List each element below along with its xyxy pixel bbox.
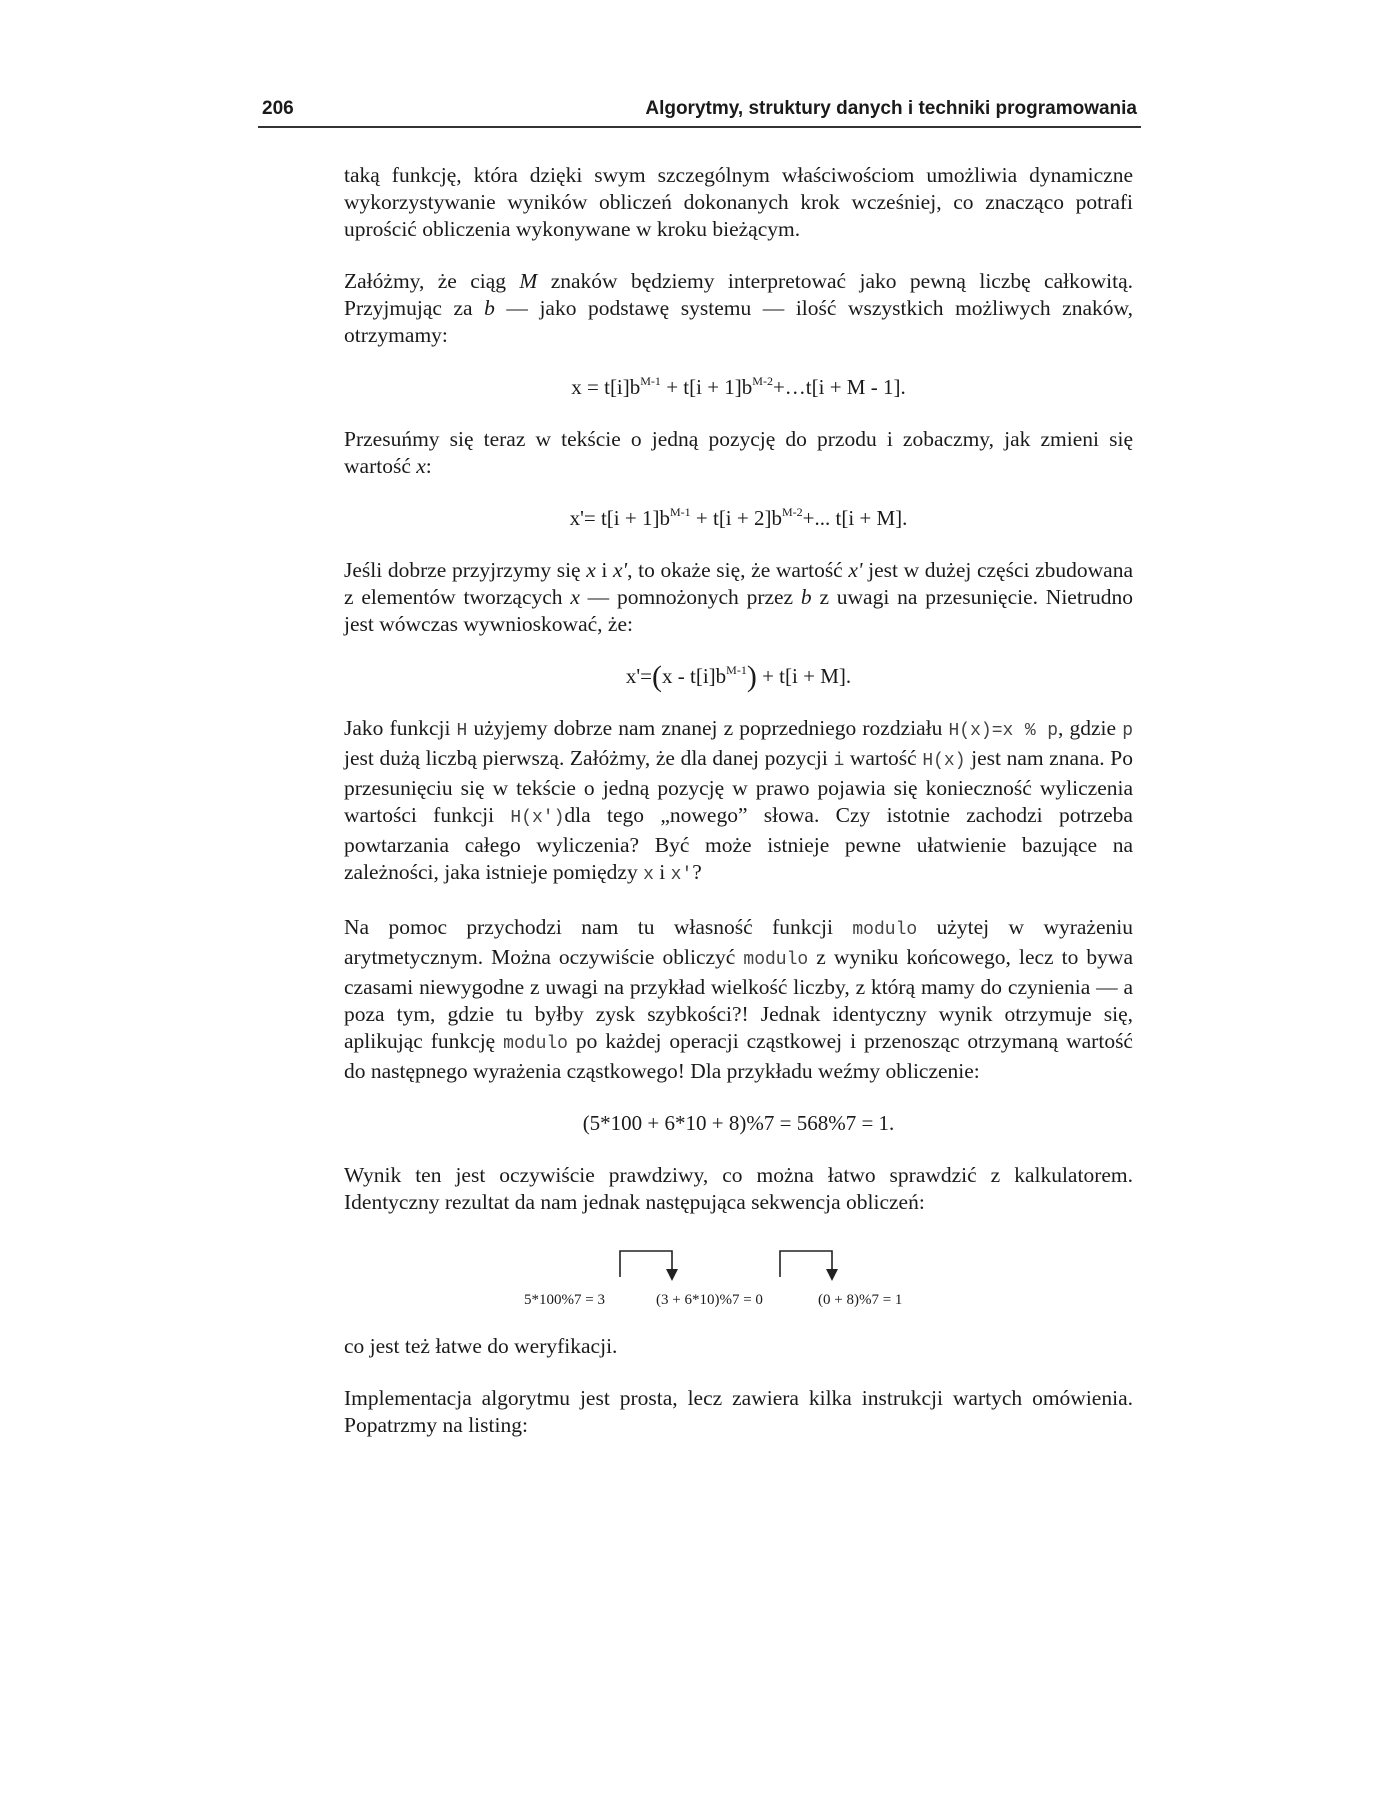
running-header [258,96,1141,128]
inline-code: p [1122,721,1133,741]
inline-code: H(x)=x % p [948,721,1059,741]
diagram-step-2: (3 + 6*10)%7 = 0 [656,1292,763,1308]
variable-m: M [519,269,538,293]
text-run: dla tego „nowego” słowa. Czy istotnie zachodzi potrzeba powtarzania całego wyliczenia? Być może istnieje pewne ułatwienie bazujące na zależności, jaka istnieje pomiędzy [344,803,1133,884]
eq-exponent: M-1 [726,663,747,677]
text-run: Jeśli dobrze przyjrzymy się [344,558,587,582]
variable-x-prime: x' [848,558,863,582]
page-number: 206 [262,98,294,119]
inline-code: i [833,751,845,771]
variable-x-prime: x' [613,558,628,582]
variable-x: x [570,585,580,609]
inline-code: x [643,865,654,885]
text-run: użyjemy dobrze nam znanej z poprzedniego rozdziału [467,716,949,740]
eq-term: + t[i + M]. [756,664,852,688]
paragraph-1: taką funkcję, która dzięki swym szczególnym właściwościom umożliwia dynamiczne wykorzystywanie wyników obliczeń dokonanych krok wcześniej, co znacząco potrafi uprościć obliczenia wykonywane w kroku bieżącym. [344,163,1133,241]
equation-4: (5*100 + 6*10 + 8)%7 = 568%7 = 1. [582,1111,895,1135]
text-run: jest dużą liczbą pierwszą. Załóżmy, że dla danej pozycji [344,746,834,770]
text-run: , to okaże się, że wartość [627,558,849,582]
variable-b: b [484,296,495,320]
eq-exponent: M-1 [640,374,661,388]
text-run: znaków będziemy interpretować jako pewną liczbę całkowitą. Przyjmując za [344,269,1133,320]
eq-paren: ) [746,660,757,693]
eq-term: + t[i + 2]b [690,506,782,530]
text-run: z wyniku końcowego, lecz to bywa czasami niewygodne z uwagi na przykład wielkość liczby, z którą mamy do czynienia — a poza tym, gdzie tu byłby zysk szybkości?! Jednak identyczny wynik otrzymuje się, aplikując funkcję [344,945,1133,1053]
text-run: Na pomoc przychodzi nam tu własność funkcji [344,915,853,939]
eq-term: x'= [625,664,653,688]
paragraph-2 [344,268,1133,349]
paragraph-8: co jest też łatwe do weryfikacji. [344,1334,618,1358]
carry-arrow-2-head [826,1269,838,1281]
equation-2 [344,505,1133,532]
eq-term: x = t[i]b [571,375,641,399]
carry-arrow-2-line [780,1251,832,1277]
inline-code: H(x) [922,751,966,771]
text-run: ? [692,860,702,884]
diagram-step-3: (0 + 8)%7 = 1 [818,1292,903,1308]
carry-arrow-1-line [620,1251,672,1277]
page-body [344,162,1133,1464]
text-run: — pomnożonych przez [579,585,801,609]
text-run: Przesuńmy się teraz w tekście o jedną pozycję do przodu i zobaczmy, jak zmieni się wartość [344,427,1133,478]
eq-term: x'= t[i + 1]b [569,506,670,530]
text-run: wartość [844,746,923,770]
paragraph-7: Wynik ten jest oczywiście prawdziwy, co można łatwo sprawdzić z kalkulatorem. Identyczny rezultat da nam jednak następująca sekwencja obliczeń: [344,1163,1133,1214]
text-run: Załóżmy, że ciąg [344,269,520,293]
text-run: : [425,454,432,478]
inline-code: H(x') [510,808,565,828]
equation-1 [344,374,1133,401]
text-run: po każdej operacji cząstkowej i przenosząc otrzymaną wartość do następnego wyrażenia cząstkowego! Dla przykładu weźmy obliczenie: [344,1029,1133,1083]
text-run: — jako podstawę systemu — ilość wszystkich możliwych znaków, otrzymamy: [344,296,1133,347]
text-run: z uwagi na przesunięcie. Nietrudno jest wówczas wywnioskować, że: [344,585,1133,636]
inline-code: modulo [852,920,918,940]
variable-x: x [416,454,426,478]
text-run: , gdzie [1058,716,1123,740]
text-run: i [653,860,671,884]
paragraph-9: Implementacja algorytmu jest prosta, lecz zawiera kilka instrukcji wartych omówienia. Popatrzmy na listing: [344,1386,1133,1437]
inline-code: H [456,721,468,741]
running-title: Algorytmy, struktury danych i techniki programowania [645,98,1137,119]
inline-code: x' [670,865,693,885]
variable-x: x [586,558,596,582]
carry-arrow-1-head [666,1269,678,1281]
equation-3 [344,660,1133,693]
text-run: użytej w wyrażeniu arytmetycznym. Można oczywiście obliczyć [344,915,1133,969]
inline-code: modulo [743,950,809,970]
paragraph-4 [344,557,1133,638]
diagram-step-1: 5*100%7 = 3 [524,1292,605,1308]
text-run: jest nam znana. Po przesunięciu się w tekście o jedną pozycję w prawo pojawia się konieczność wyliczenia wartości funkcji [344,746,1133,827]
inline-code: modulo [503,1034,568,1054]
text-run: Jako funkcji [344,716,457,740]
paragraph-6 [344,914,1133,1085]
eq-exponent: M-2 [781,505,803,519]
eq-exponent: M-2 [752,374,773,388]
paragraph-3 [344,426,1133,480]
eq-exponent: M-1 [669,505,691,519]
text-run: i [595,558,613,582]
text-run: jest w dużej części zbudowana z elementów tworzących [344,558,1134,609]
variable-b: b [800,585,812,609]
eq-paren: ( [652,660,663,693]
eq-term: +…t[i + M - 1]. [772,375,906,399]
eq-term: + t[i + 1]b [660,375,753,399]
eq-term: +... t[i + M]. [802,506,908,530]
eq-term: x - t[i]b [662,664,727,688]
modulo-sequence-diagram [344,1241,1133,1311]
paragraph-5 [344,715,1133,889]
